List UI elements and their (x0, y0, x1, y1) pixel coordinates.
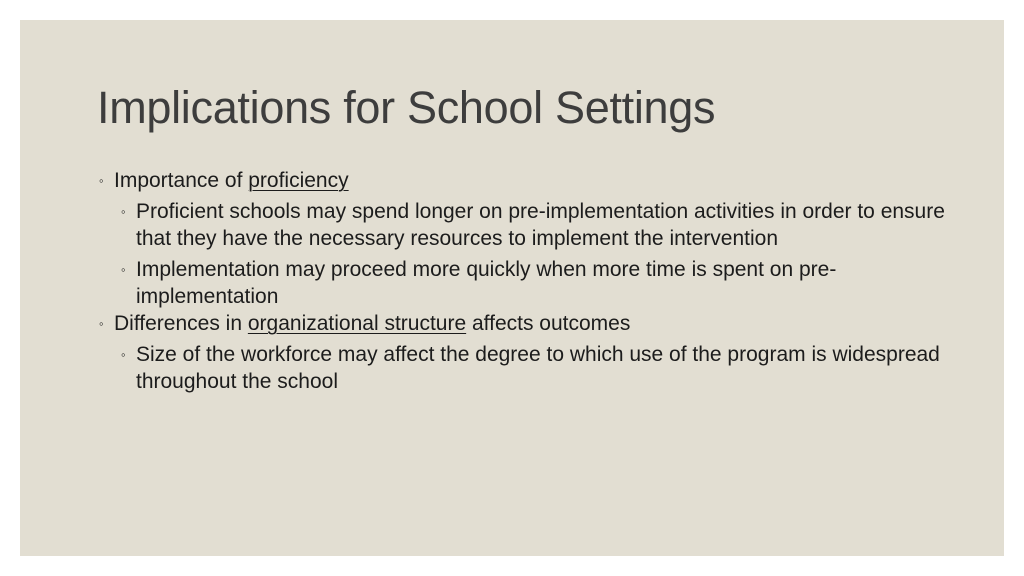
bullet-text-prefix: Differences in (114, 312, 248, 335)
bullet-marker: ◦ (99, 316, 104, 331)
slide (20, 20, 1004, 556)
slide-title: Implications for School Settings (97, 82, 716, 133)
sub-bullet-item (121, 198, 959, 252)
sub-bullet-item (121, 341, 959, 395)
sub-bullet-item (121, 256, 959, 310)
sub-bullet-text: Size of the workforce may affect the degree to which use of the program is widespread throughout the school (136, 343, 940, 393)
proficiency-link[interactable]: proficiency (248, 169, 349, 192)
sub-bullet-marker: ◦ (121, 262, 126, 277)
sub-bullet-marker: ◦ (121, 347, 126, 362)
bullet-item-organizational-structure (99, 310, 959, 337)
bullet-item-proficiency (99, 167, 959, 194)
bullet-list (99, 167, 959, 395)
sub-bullet-marker: ◦ (121, 204, 126, 219)
organizational-structure-link[interactable]: organizational structure (247, 312, 467, 335)
bullet-marker: ◦ (99, 173, 104, 188)
bullet-text-prefix: Importance of (114, 169, 249, 192)
bullet-text-suffix: affects outcomes (466, 312, 631, 335)
sub-bullet-text: Proficient schools may spend longer on pre-implementation activities in order to ensure that they have the necessary resources to implement the intervention (136, 200, 945, 250)
sub-bullet-text: Implementation may proceed more quickly when more time is spent on pre-implementation (136, 258, 837, 308)
